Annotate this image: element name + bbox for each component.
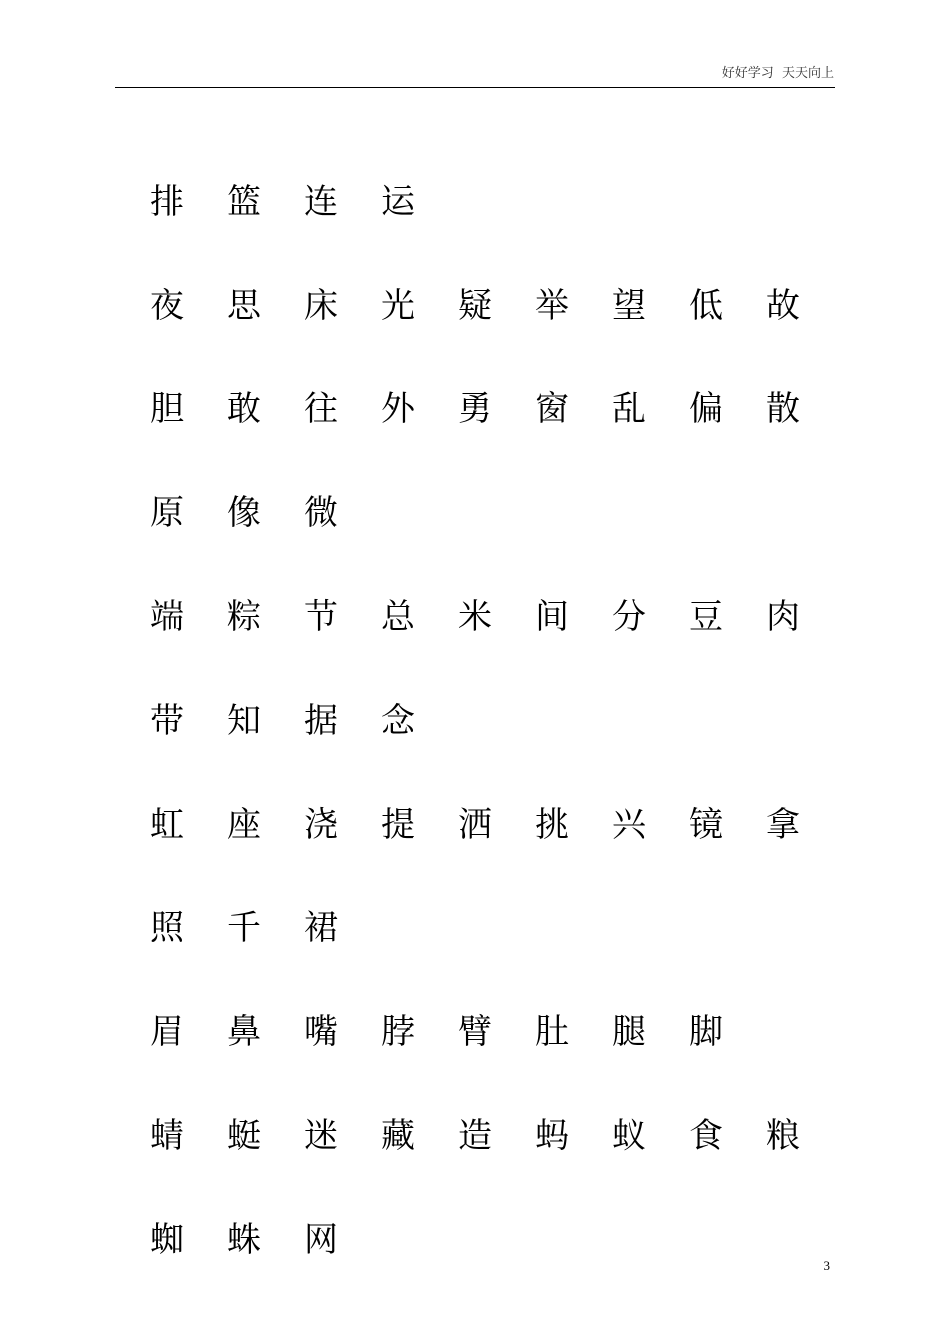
- character-row: [150, 980, 850, 1084]
- character: 蜻: [150, 1116, 184, 1157]
- character: 蛛: [227, 1219, 261, 1260]
- character: 镜: [689, 804, 723, 845]
- character: 低: [689, 285, 723, 326]
- character: 眉: [150, 1012, 184, 1053]
- character-row: [150, 565, 850, 669]
- character: 原: [150, 493, 184, 534]
- character: 床: [304, 285, 338, 326]
- page-header: 好好学习 天天向上: [721, 66, 834, 81]
- character: 腿: [612, 1012, 646, 1053]
- character: 思: [227, 285, 261, 326]
- character: 照: [150, 908, 184, 949]
- character: 藏: [381, 1116, 415, 1157]
- character: 知: [227, 700, 261, 741]
- character: 粽: [227, 597, 261, 638]
- character: 千: [227, 908, 261, 949]
- character: 据: [304, 700, 338, 741]
- character: 网: [304, 1219, 338, 1260]
- character: 微: [304, 493, 338, 534]
- character: 带: [150, 700, 184, 741]
- character: 举: [535, 285, 569, 326]
- character: 偏: [689, 389, 723, 430]
- character: 粮: [766, 1116, 800, 1157]
- character: 排: [150, 181, 184, 222]
- character-row: [150, 1084, 850, 1188]
- character-row: [150, 150, 850, 254]
- character: 脖: [381, 1012, 415, 1053]
- character: 胆: [150, 389, 184, 430]
- character: 迷: [304, 1116, 338, 1157]
- character: 肉: [766, 597, 800, 638]
- character-row: [150, 254, 850, 358]
- character: 间: [535, 597, 569, 638]
- character: 篮: [227, 181, 261, 222]
- character: 运: [381, 181, 415, 222]
- header-rule: [115, 87, 835, 88]
- character: 蚁: [612, 1116, 646, 1157]
- character: 像: [227, 493, 261, 534]
- character-row: [150, 669, 850, 773]
- character: 节: [304, 597, 338, 638]
- character: 拿: [766, 804, 800, 845]
- character: 外: [381, 389, 415, 430]
- character: 豆: [689, 597, 723, 638]
- character: 造: [458, 1116, 492, 1157]
- page-number: 3: [823, 1258, 830, 1273]
- character: 食: [689, 1116, 723, 1157]
- character: 肚: [535, 1012, 569, 1053]
- character: 总: [381, 597, 415, 638]
- character: 夜: [150, 285, 184, 326]
- character: 望: [612, 285, 646, 326]
- character: 念: [381, 700, 415, 741]
- character: 蚂: [535, 1116, 569, 1157]
- character: 光: [381, 285, 415, 326]
- character-row: [150, 358, 850, 462]
- character: 挑: [535, 804, 569, 845]
- character: 往: [304, 389, 338, 430]
- character: 裙: [304, 908, 338, 949]
- character: 散: [766, 389, 800, 430]
- character: 嘴: [304, 1012, 338, 1053]
- character-grid: [150, 150, 850, 1292]
- character: 分: [612, 597, 646, 638]
- character: 提: [381, 804, 415, 845]
- character: 敢: [227, 389, 261, 430]
- character: 窗: [535, 389, 569, 430]
- character: 勇: [458, 389, 492, 430]
- character: 疑: [458, 285, 492, 326]
- character: 乱: [612, 389, 646, 430]
- character: 兴: [612, 804, 646, 845]
- character-row: [150, 461, 850, 565]
- character: 蜓: [227, 1116, 261, 1157]
- character: 鼻: [227, 1012, 261, 1053]
- character: 连: [304, 181, 338, 222]
- character: 臂: [458, 1012, 492, 1053]
- character: 洒: [458, 804, 492, 845]
- character-row: [150, 1188, 850, 1292]
- character-row: [150, 877, 850, 981]
- character: 端: [150, 597, 184, 638]
- character: 座: [227, 804, 261, 845]
- character: 故: [766, 285, 800, 326]
- character: 米: [458, 597, 492, 638]
- character: 虹: [150, 804, 184, 845]
- character: 脚: [689, 1012, 723, 1053]
- character: 蜘: [150, 1219, 184, 1260]
- character: 浇: [304, 804, 338, 845]
- character-row: [150, 773, 850, 877]
